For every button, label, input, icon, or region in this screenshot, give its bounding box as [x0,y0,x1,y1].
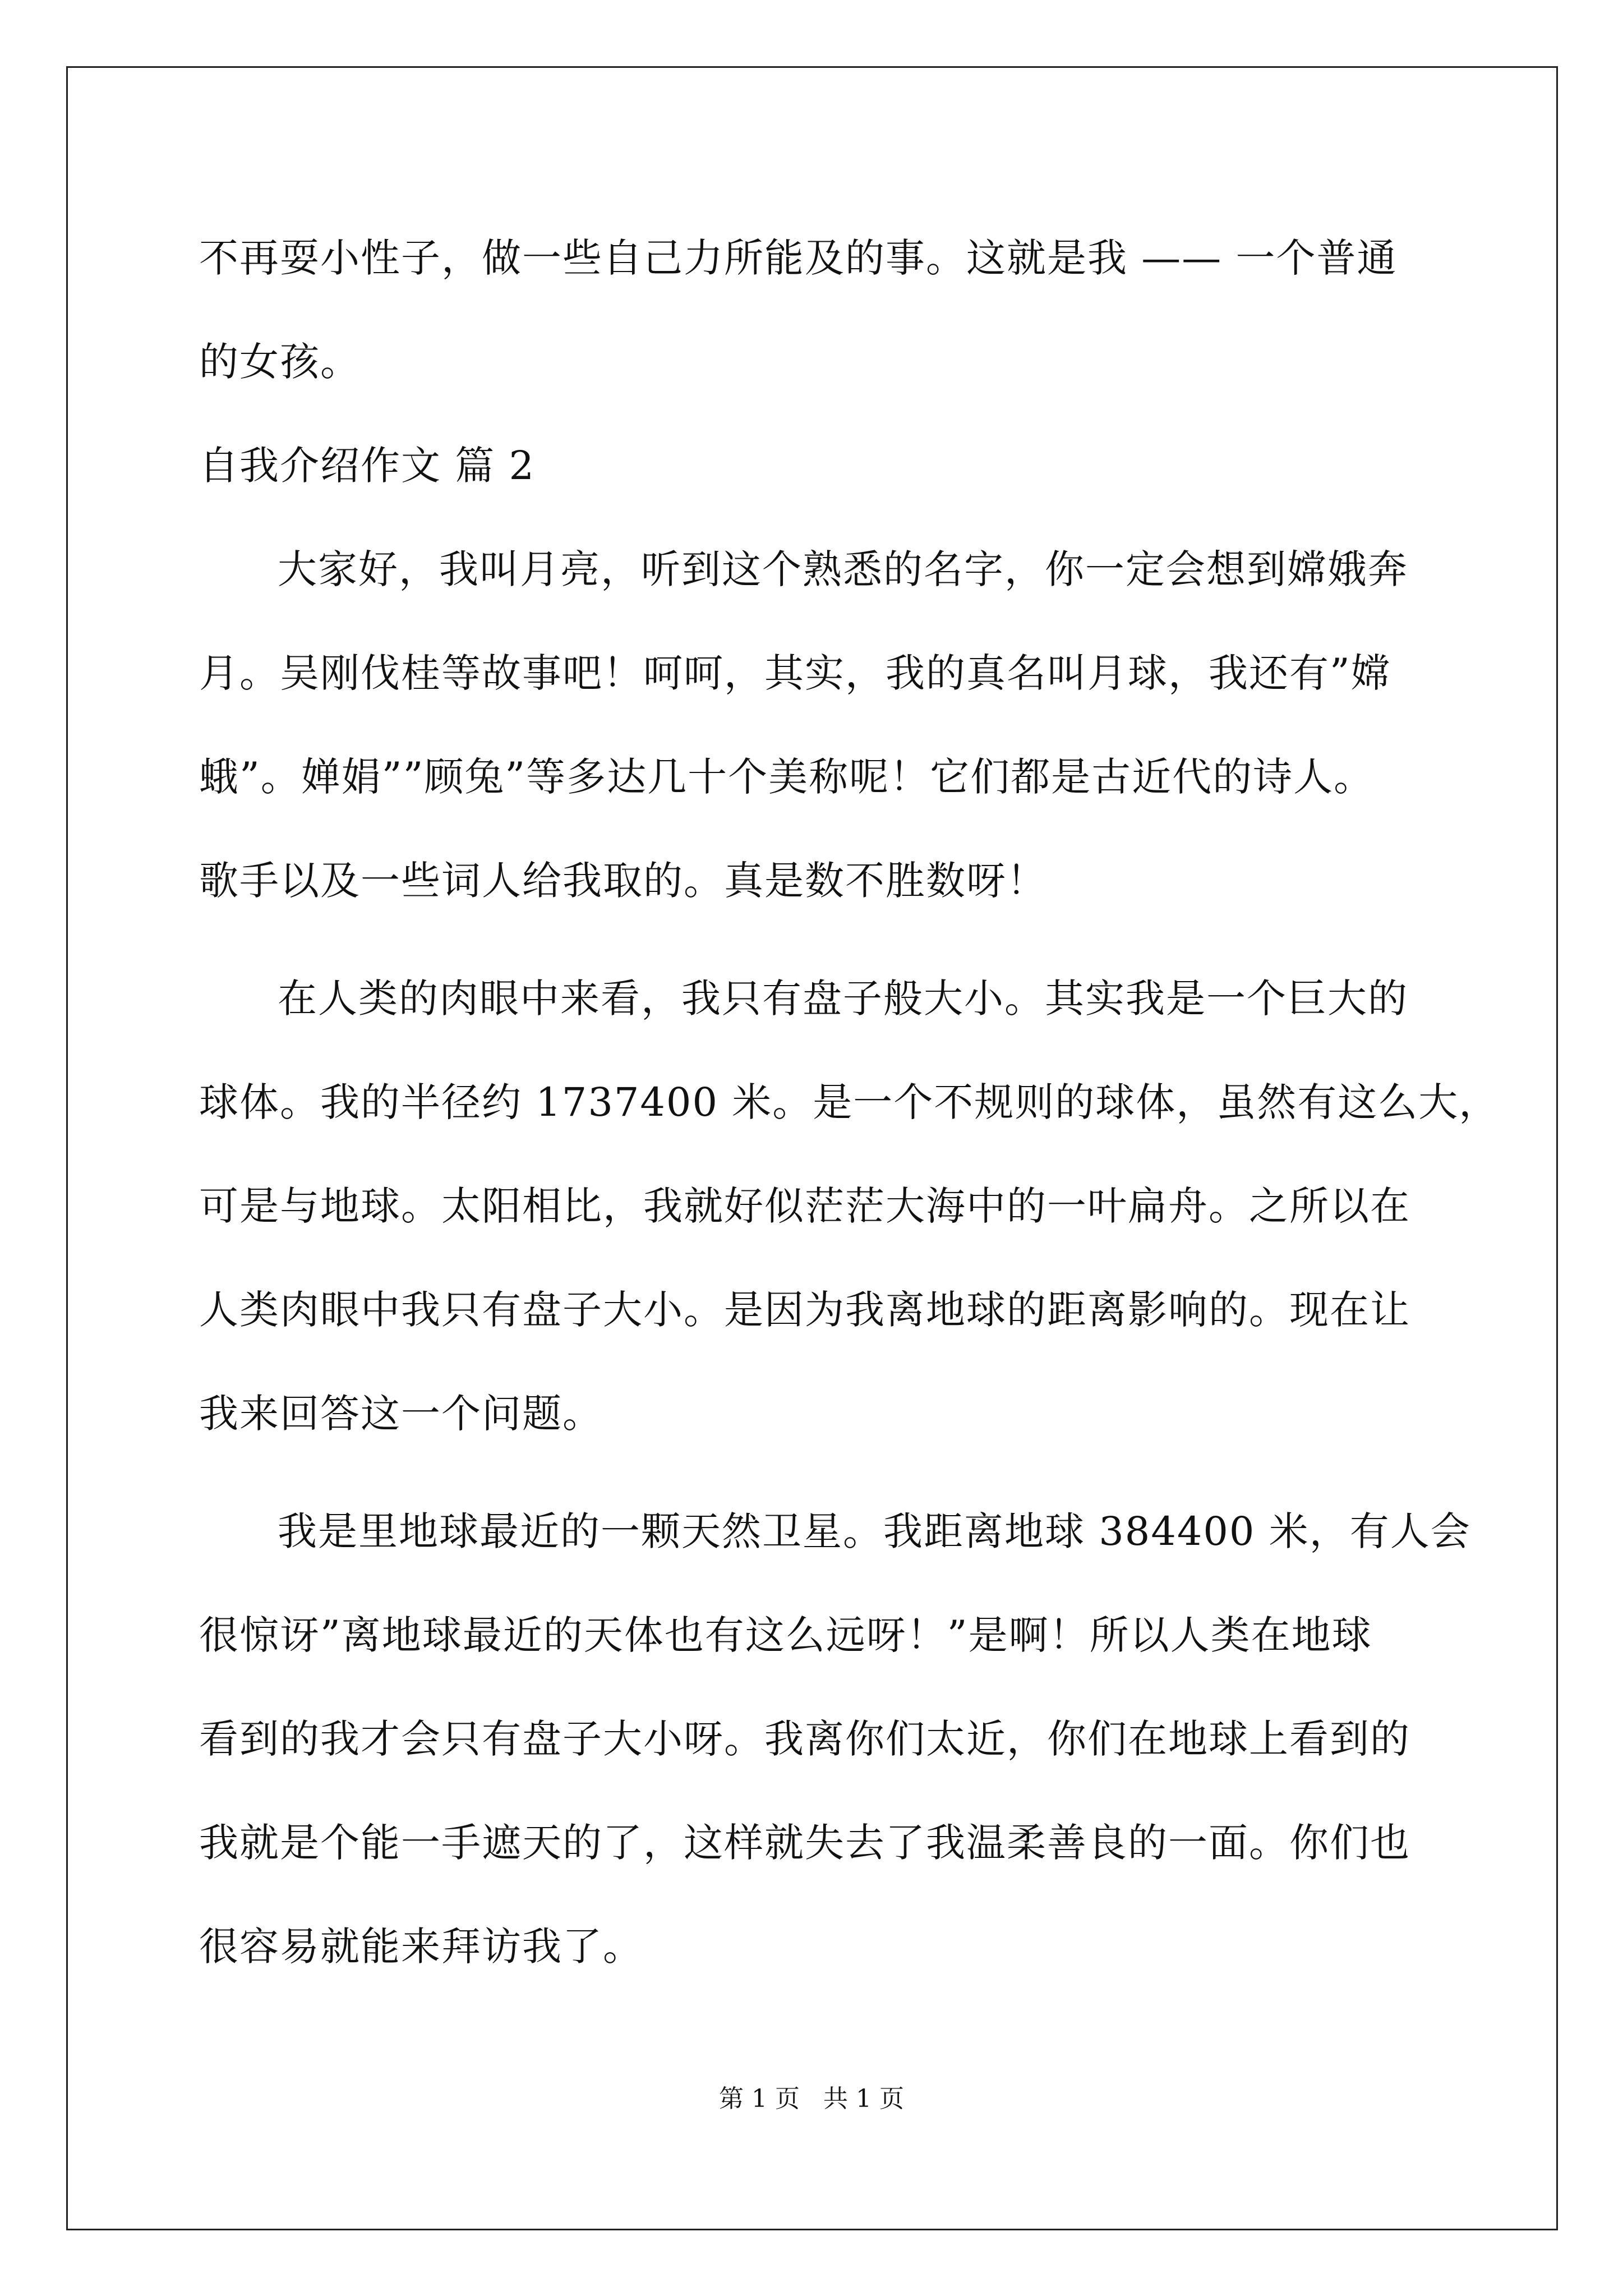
text-line-5: 月。吴刚伐桂等故事吧！呵呵，其实，我的真名叫月球，我还有”嫦 [199,650,1391,696]
text-line-8: 在人类的肉眼中来看，我只有盘子般大小。其实我是一个巨大的 [278,976,1408,1022]
text-line-1: 不再耍小性子，做一些自己力所能及的事。这就是我 —— 一个普通 [199,235,1398,281]
text-line-2: 的女孩。 [199,339,361,385]
section-heading: 自我介绍作文 篇 2 [199,443,536,489]
text-line-12: 我来回答这一个问题。 [199,1391,603,1437]
text-line-15: 看到的我才会只有盘子大小呀。我离你们太近，你们在地球上看到的 [199,1716,1410,1762]
text-line-11: 人类肉眼中我只有盘子大小。是因为我离地球的距离影响的。现在让 [199,1287,1410,1333]
text-line-14: 很惊讶”离地球最近的天体也有这么远呀！”是啊！所以人类在地球 [199,1612,1372,1658]
text-line-17: 很容易就能来拜访我了。 [199,1924,643,1970]
text-line-7: 歌手以及一些词人给我取的。真是数不胜数呀！ [199,858,1047,904]
text-line-10: 可是与地球。太阳相比，我就好似茫茫大海中的一叶扁舟。之所以在 [199,1183,1410,1229]
text-line-13: 我是里地球最近的一颗天然卫星。我距离地球 384400 米，有人会 [278,1508,1471,1554]
page-border [66,66,1558,2230]
text-line-6: 蛾”。婵娟””顾兔”等多达几十个美称呢！它们都是古近代的诗人。 [199,754,1375,800]
text-line-16: 我就是个能一手遮天的了，这样就失去了我温柔善良的一面。你们也 [199,1820,1410,1866]
page-footer: 第 1 页 共 1 页 [719,2085,904,2113]
text-line-9: 球体。我的半径约 1737400 米。是一个不规则的球体，虽然有这么大， [199,1079,1500,1125]
text-line-4: 大家好，我叫月亮，听到这个熟悉的名字，你一定会想到嫦娥奔 [278,546,1408,592]
